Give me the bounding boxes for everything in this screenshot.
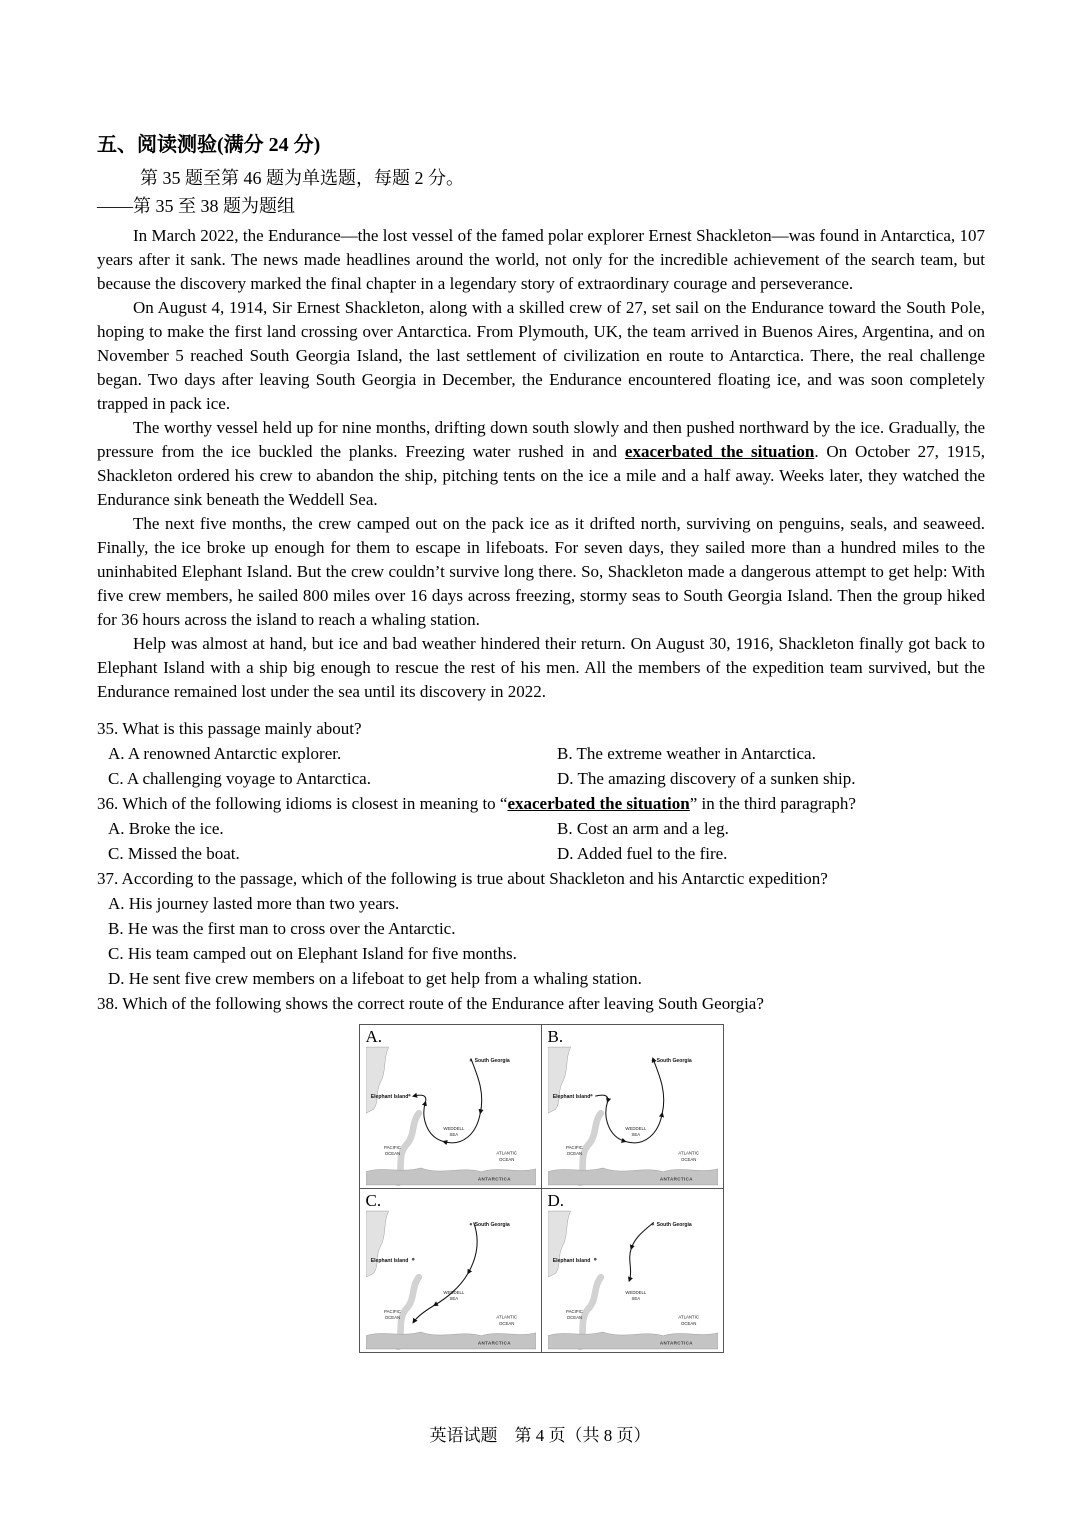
question-36-highlight: exacerbated the situation (507, 794, 690, 813)
map-c-letter: C. (365, 1191, 382, 1210)
map-label-elephant-island: Elephant Island (370, 1258, 409, 1265)
map-label-pacific: PACIFIC (384, 1145, 401, 1151)
option-36-d: D. Added fuel to the fire. (557, 844, 728, 863)
option-35-c: C. A challenging voyage to Antarctica. (108, 769, 371, 788)
south-georgia-dot (470, 1223, 472, 1225)
option-36-c: C. Missed the boat. (108, 844, 240, 863)
south-america-tip (366, 1047, 389, 1113)
elephant-island-dot (408, 1094, 410, 1096)
map-label-antarctica: ANTARCTICA (659, 1340, 693, 1346)
map-d-letter: D. (547, 1191, 565, 1210)
map-label-ocean-2: OCEAN (681, 1320, 697, 1326)
map-b-letter: B. (547, 1027, 564, 1046)
map-a-graphic (366, 1046, 536, 1186)
page-footer: 英语试题 第 4 页（共 8 页） (429, 1426, 651, 1445)
question-36-stem-post: ” in the third paragraph? (689, 794, 856, 813)
map-label-sea: SEA (449, 1131, 459, 1137)
passage-paragraph-3 (97, 416, 985, 512)
map-label-weddell: WEDDELL (443, 1290, 465, 1296)
map-label-sea: SEA (631, 1131, 641, 1137)
section-instruction: 第 35 题至第 46 题为单选题，每题 2 分。 (140, 168, 464, 188)
passage-paragraph-1: In March 2022, the Endurance—the lost vessel of the famed polar explorer Ernest Shackleton—was found in Antarctica, 107 years after it sank. The news made headlines around the world, not only for the incredible achievement of the search team, but because the discovery marked the final chapter in a legendary story of extraordinary courage and perseverance. (97, 226, 985, 293)
question-group-note: ——第 35 至 38 题为题组 (97, 196, 295, 216)
section-title: 五、阅读测验(满分 24 分) (97, 134, 321, 156)
map-label-atlantic: ATLANTIC (678, 1314, 700, 1320)
map-label-south-georgia: South Georgia (474, 1222, 510, 1229)
question-35-options-row-1 (97, 741, 985, 766)
route-path-c (413, 1222, 477, 1322)
option-35-b: B. The extreme weather in Antarctica. (557, 744, 816, 763)
map-option-a (360, 1025, 542, 1189)
south-america-tip (548, 1047, 571, 1113)
map-label-elephant-island: Elephant Island (370, 1094, 409, 1101)
option-37-d: D. He sent five crew members on a lifeboat to get help from a whaling station. (108, 969, 642, 988)
passage-paragraph-4: The next five months, the crew camped out on the pack ice as it drifted north, surviving on penguins, seals, and seaweed. Finally, the ice broke up enough for them to escape in lifeboats. For seven days, they sailed more than a hundred miles to the uninhabited Elephant Island. But the crew couldn’t survive long there. So, Shackleton made a dangerous attempt to get help: With five crew members, he sailed 800 miles over 16 days across freezing, stormy seas to South Georgia Island. Then the group hiked for 36 hours across the island to reach a whaling station. (97, 514, 985, 629)
elephant-island-dot (594, 1258, 597, 1261)
question-38-stem: 38. Which of the following shows the correct route of the Endurance after leaving South Georgia? (97, 994, 764, 1013)
question-35-stem: 35. What is this passage mainly about? (97, 719, 362, 738)
map-label-elephant-island: Elephant Island (552, 1258, 591, 1265)
question-36-options-row-2 (97, 841, 985, 866)
map-label-south-georgia: South Georgia (474, 1058, 510, 1065)
map-b-graphic (548, 1046, 718, 1186)
elephant-island-dot (590, 1094, 592, 1096)
map-label-sea: SEA (631, 1295, 641, 1301)
south-america-tip (366, 1211, 389, 1277)
paragraph-3-pre: The worthy vessel held up for nine months, drifting down south slowly and then pushed northward by the ice. Gradually, the pressure from the ice buckled the planks. Freezing water rushed in and (97, 418, 985, 461)
option-35-a: A. A renowned Antarctic explorer. (108, 744, 342, 763)
south-america-tip (548, 1211, 571, 1277)
map-label-antarctica: ANTARCTICA (477, 1176, 511, 1182)
option-37-c: C. His team camped out on Elephant Island for five months. (108, 944, 517, 963)
map-label-pacific: PACIFIC (566, 1145, 583, 1151)
map-a-letter: A. (365, 1027, 383, 1046)
map-d-graphic (548, 1210, 718, 1350)
map-label-atlantic: ATLANTIC (496, 1314, 518, 1320)
map-label-weddell: WEDDELL (443, 1126, 465, 1132)
reading-passage (97, 224, 985, 704)
map-label-sea: SEA (449, 1295, 459, 1301)
map-label-ocean: OCEAN (384, 1315, 401, 1321)
question-35-options-row-2 (97, 766, 985, 791)
question-37-stem: 37. According to the passage, which of the following is true about Shackleton and his Antarctic expedition? (97, 869, 828, 888)
page-content (97, 128, 985, 1353)
questions-section (97, 716, 985, 1353)
map-label-atlantic: ATLANTIC (678, 1150, 700, 1156)
question-36-stem (97, 791, 985, 816)
map-label-ocean-2: OCEAN (681, 1156, 697, 1162)
map-label-ocean: OCEAN (384, 1151, 401, 1157)
passage-paragraph-5: Help was almost at hand, but ice and bad weather hindered their return. On August 30, 1916, Shackleton finally got back to Elephant Island with a ship big enough to rescue the rest of his men. All the members of the expedition team survived, but the Endurance remained lost under the sea until its discovery in 2022. (97, 634, 985, 701)
map-option-c (360, 1189, 542, 1353)
question-36-options-row-1 (97, 816, 985, 841)
question-36-stem-pre: 36. Which of the following idioms is closest in meaning to “ (97, 794, 508, 813)
map-label-antarctica: ANTARCTICA (477, 1340, 511, 1346)
map-label-weddell: WEDDELL (625, 1126, 647, 1132)
map-label-south-georgia: South Georgia (656, 1222, 692, 1229)
map-label-ocean: OCEAN (566, 1151, 583, 1157)
option-37-b: B. He was the first man to cross over the Antarctic. (108, 919, 456, 938)
map-label-ocean: OCEAN (566, 1315, 583, 1321)
passage-paragraph-2: On August 4, 1914, Sir Ernest Shackleton, along with a skilled crew of 27, set sail on the Endurance toward the South Pole, hoping to make the first land crossing over Antarctica. From Plymouth, UK, the team arrived in Buenos Aires, Argentina, and on November 5 reached South Georgia Island, the last settlement of civilization en route to Antarctica. There, the real challenge began. Two days after leaving South Georgia in December, the Endurance encountered floating ice, and was soon completely trapped in pack ice. (97, 298, 985, 413)
route-path-d (629, 1222, 654, 1281)
map-label-weddell: WEDDELL (625, 1290, 647, 1296)
option-35-d: D. The amazing discovery of a sunken ship. (557, 769, 856, 788)
map-label-pacific: PACIFIC (384, 1309, 401, 1315)
option-37-a: A. His journey lasted more than two years. (108, 894, 400, 913)
map-label-antarctica: ANTARCTICA (659, 1176, 693, 1182)
option-36-b: B. Cost an arm and a leg. (557, 819, 729, 838)
map-label-south-georgia: South Georgia (656, 1058, 692, 1065)
option-36-a: A. Broke the ice. (108, 819, 224, 838)
map-option-b (542, 1025, 724, 1189)
map-option-d (542, 1189, 724, 1353)
map-label-ocean-2: OCEAN (499, 1156, 515, 1162)
map-c-graphic (366, 1210, 536, 1350)
map-label-elephant-island: Elephant Island (552, 1094, 591, 1101)
paragraph-3-post: . On October 27, 1915, Shackleton ordered his crew to abandon the ship, pitching tents on the ice a mile and a half away. Weeks later, they watched the Endurance sink beneath the Weddell Sea. (97, 442, 985, 509)
elephant-island-dot (412, 1258, 415, 1261)
map-label-atlantic: ATLANTIC (496, 1150, 518, 1156)
paragraph-3-highlight: exacerbated the situation (624, 442, 815, 461)
map-label-pacific: PACIFIC (566, 1309, 583, 1315)
map-label-ocean-2: OCEAN (499, 1320, 515, 1326)
route-maps-grid (359, 1024, 724, 1353)
